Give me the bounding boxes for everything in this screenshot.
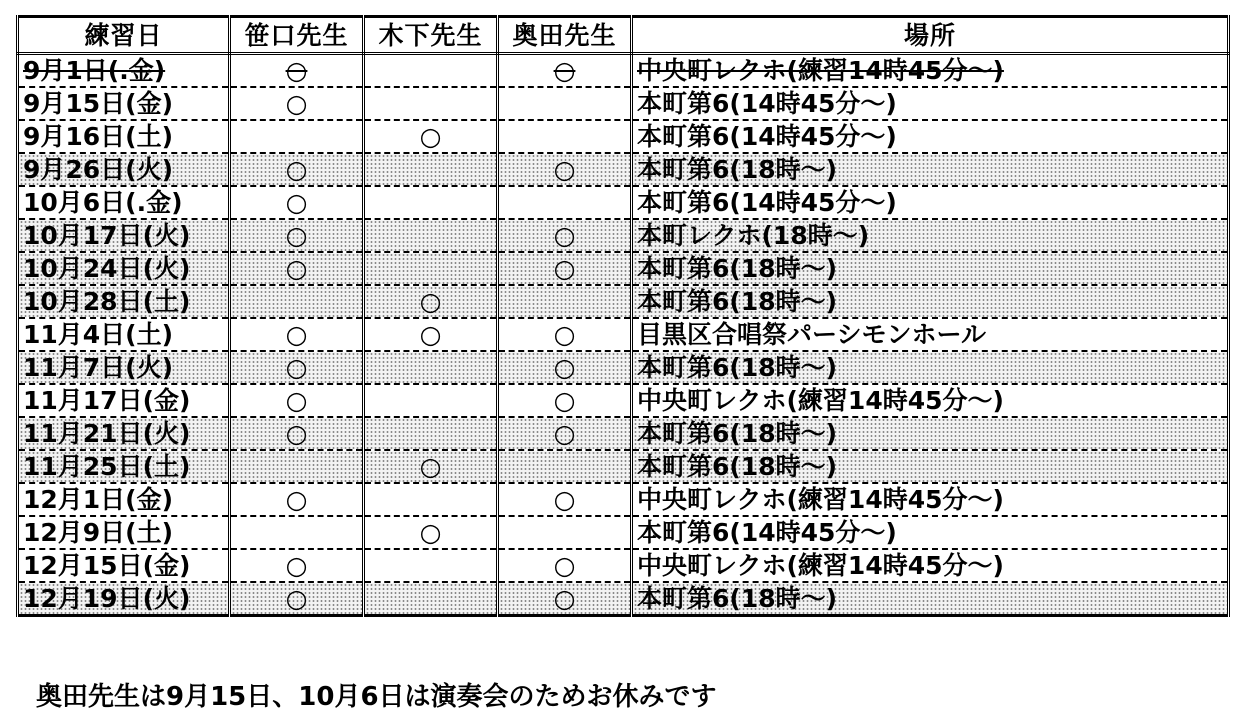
attendance-okuda-cell [498, 483, 632, 516]
date-text: 12月15日(金) [23, 551, 191, 580]
place-text: 本町第6(18時～) [637, 584, 838, 613]
date-cell [18, 285, 230, 318]
circle-mark: ○ [285, 188, 308, 217]
attendance-kinoshita-cell [364, 285, 498, 318]
header-teacher-kinoshita: 木下先生 [364, 17, 498, 54]
attendance-sasaguchi-cell [230, 285, 364, 318]
attendance-sasaguchi-cell [230, 87, 364, 120]
date-cell [18, 483, 230, 516]
place-text: 本町第6(14時45分～) [637, 518, 897, 547]
date-cell [18, 219, 230, 252]
date-text: 9月16日(土) [23, 122, 174, 151]
circle-mark: ○ [553, 386, 576, 415]
table-row [18, 87, 1229, 120]
attendance-sasaguchi-cell [230, 351, 364, 384]
date-text: 11月17日(金) [23, 386, 191, 415]
circle-mark: ○ [419, 320, 442, 349]
attendance-kinoshita-cell [364, 417, 498, 450]
place-cell [632, 285, 1229, 318]
attendance-okuda-cell [498, 153, 632, 186]
circle-mark: ○ [285, 56, 308, 85]
place-text: 本町第6(18時～) [637, 254, 838, 283]
place-text: 本町第6(18時～) [637, 419, 838, 448]
place-text: 本町第6(18時～) [637, 155, 838, 184]
circle-mark: ○ [285, 89, 308, 118]
circle-mark: ○ [553, 419, 576, 448]
place-cell [632, 120, 1229, 153]
date-cell [18, 549, 230, 582]
table-row [18, 285, 1229, 318]
place-cell [632, 384, 1229, 417]
circle-mark: ○ [419, 287, 442, 316]
attendance-okuda-cell [498, 450, 632, 483]
header-teacher-sasaguchi: 笹口先生 [230, 17, 364, 54]
attendance-kinoshita-cell [364, 582, 498, 616]
attendance-sasaguchi-cell [230, 582, 364, 616]
circle-mark: ○ [553, 155, 576, 184]
attendance-sasaguchi-cell [230, 318, 364, 351]
date-text: 9月1日(.金) [23, 56, 166, 85]
date-cell [18, 120, 230, 153]
place-cell [632, 582, 1229, 616]
circle-mark: ○ [419, 452, 442, 481]
table-row [18, 120, 1229, 153]
attendance-okuda-cell [498, 186, 632, 219]
circle-mark: ○ [553, 254, 576, 283]
attendance-okuda-cell [498, 87, 632, 120]
attendance-okuda-cell [498, 54, 632, 88]
date-text: 9月26日(火) [23, 155, 174, 184]
date-text: 11月25日(土) [23, 452, 191, 481]
date-text: 10月17日(火) [23, 221, 191, 250]
table-row [18, 516, 1229, 549]
attendance-okuda-cell [498, 516, 632, 549]
header-place: 場所 [632, 17, 1229, 54]
absence-note: 奥田先生は9月15日、10月6日は演奏会のためお休みです [36, 682, 717, 712]
attendance-okuda-cell [498, 582, 632, 616]
date-text: 10月28日(土) [23, 287, 191, 316]
attendance-sasaguchi-cell [230, 483, 364, 516]
circle-mark: ○ [553, 584, 576, 613]
header-row [18, 17, 1229, 54]
place-cell [632, 87, 1229, 120]
place-cell [632, 483, 1229, 516]
attendance-kinoshita-cell [364, 54, 498, 88]
place-cell [632, 351, 1229, 384]
attendance-kinoshita-cell [364, 120, 498, 153]
place-cell [632, 186, 1229, 219]
date-cell [18, 153, 230, 186]
attendance-okuda-cell [498, 318, 632, 351]
circle-mark: ○ [285, 320, 308, 349]
date-text: 12月9日(土) [23, 518, 174, 547]
circle-mark: ○ [285, 419, 308, 448]
attendance-kinoshita-cell [364, 549, 498, 582]
circle-mark: ○ [419, 518, 442, 547]
circle-mark: ○ [285, 551, 308, 580]
date-text: 10月6日(.金) [23, 188, 183, 217]
circle-mark: ○ [285, 221, 308, 250]
date-cell [18, 54, 230, 88]
table-row [18, 450, 1229, 483]
place-cell [632, 153, 1229, 186]
attendance-kinoshita-cell [364, 252, 498, 285]
circle-mark: ○ [553, 320, 576, 349]
table-row [18, 54, 1229, 88]
place-text: 本町第6(14時45分～) [637, 188, 897, 217]
attendance-okuda-cell [498, 417, 632, 450]
attendance-okuda-cell [498, 285, 632, 318]
table-row [18, 483, 1229, 516]
place-cell [632, 450, 1229, 483]
circle-mark: ○ [553, 485, 576, 514]
attendance-sasaguchi-cell [230, 516, 364, 549]
attendance-kinoshita-cell [364, 318, 498, 351]
attendance-kinoshita-cell [364, 153, 498, 186]
place-cell [632, 318, 1229, 351]
date-cell [18, 582, 230, 616]
attendance-okuda-cell [498, 351, 632, 384]
attendance-sasaguchi-cell [230, 186, 364, 219]
date-text: 9月15日(金) [23, 89, 174, 118]
circle-mark: ○ [285, 584, 308, 613]
date-cell [18, 87, 230, 120]
date-text: 12月19日(火) [23, 584, 191, 613]
table-row [18, 186, 1229, 219]
attendance-kinoshita-cell [364, 219, 498, 252]
attendance-okuda-cell [498, 219, 632, 252]
table-row [18, 582, 1229, 616]
place-text: 中央町レクホ(練習14時45分～) [637, 56, 1004, 85]
attendance-sasaguchi-cell [230, 384, 364, 417]
attendance-okuda-cell [498, 252, 632, 285]
date-text: 11月7日(火) [23, 353, 174, 382]
place-text: 本町第6(18時～) [637, 287, 838, 316]
date-text: 12月1日(金) [23, 485, 174, 514]
date-cell [18, 252, 230, 285]
place-cell [632, 54, 1229, 88]
attendance-kinoshita-cell [364, 351, 498, 384]
place-text: 本町第6(18時～) [637, 353, 838, 382]
place-text: 中央町レクホ(練習14時45分～) [637, 551, 1004, 580]
table-row [18, 318, 1229, 351]
attendance-kinoshita-cell [364, 186, 498, 219]
attendance-kinoshita-cell [364, 516, 498, 549]
attendance-sasaguchi-cell [230, 120, 364, 153]
attendance-kinoshita-cell [364, 483, 498, 516]
date-text: 11月4日(土) [23, 320, 174, 349]
attendance-okuda-cell [498, 384, 632, 417]
attendance-kinoshita-cell [364, 87, 498, 120]
circle-mark: ○ [419, 122, 442, 151]
place-text: 本町第6(18時～) [637, 452, 838, 481]
date-cell [18, 186, 230, 219]
circle-mark: ○ [553, 56, 576, 85]
place-text: 目黒区合唱祭パーシモンホール [637, 320, 987, 349]
date-text: 11月21日(火) [23, 419, 191, 448]
place-cell [632, 252, 1229, 285]
schedule-rows [18, 54, 1229, 616]
date-cell [18, 384, 230, 417]
attendance-sasaguchi-cell [230, 252, 364, 285]
table-row [18, 351, 1229, 384]
place-cell [632, 549, 1229, 582]
attendance-okuda-cell [498, 549, 632, 582]
date-cell [18, 417, 230, 450]
circle-mark: ○ [553, 353, 576, 382]
table-row [18, 549, 1229, 582]
attendance-kinoshita-cell [364, 450, 498, 483]
date-cell [18, 351, 230, 384]
circle-mark: ○ [285, 353, 308, 382]
place-text: 本町レクホ(18時～) [637, 221, 870, 250]
attendance-okuda-cell [498, 120, 632, 153]
circle-mark: ○ [553, 221, 576, 250]
circle-mark: ○ [285, 155, 308, 184]
attendance-sasaguchi-cell [230, 54, 364, 88]
table-row [18, 153, 1229, 186]
attendance-sasaguchi-cell [230, 153, 364, 186]
place-text: 中央町レクホ(練習14時45分～) [637, 485, 1004, 514]
date-cell [18, 450, 230, 483]
table-row [18, 384, 1229, 417]
attendance-kinoshita-cell [364, 384, 498, 417]
header-date: 練習日 [18, 17, 230, 54]
date-cell [18, 516, 230, 549]
place-cell [632, 417, 1229, 450]
circle-mark: ○ [553, 551, 576, 580]
circle-mark: ○ [285, 254, 308, 283]
place-cell [632, 219, 1229, 252]
circle-mark: ○ [285, 386, 308, 415]
attendance-sasaguchi-cell [230, 549, 364, 582]
place-text: 中央町レクホ(練習14時45分～) [637, 386, 1004, 415]
circle-mark: ○ [285, 485, 308, 514]
attendance-sasaguchi-cell [230, 450, 364, 483]
attendance-sasaguchi-cell [230, 219, 364, 252]
attendance-sasaguchi-cell [230, 417, 364, 450]
date-text: 10月24日(火) [23, 254, 191, 283]
practice-schedule-table [16, 15, 1230, 617]
table-row [18, 219, 1229, 252]
place-text: 本町第6(14時45分～) [637, 89, 897, 118]
date-cell [18, 318, 230, 351]
table-row [18, 252, 1229, 285]
header-teacher-okuda: 奥田先生 [498, 17, 632, 54]
place-text: 本町第6(14時45分～) [637, 122, 897, 151]
place-cell [632, 516, 1229, 549]
table-row [18, 417, 1229, 450]
